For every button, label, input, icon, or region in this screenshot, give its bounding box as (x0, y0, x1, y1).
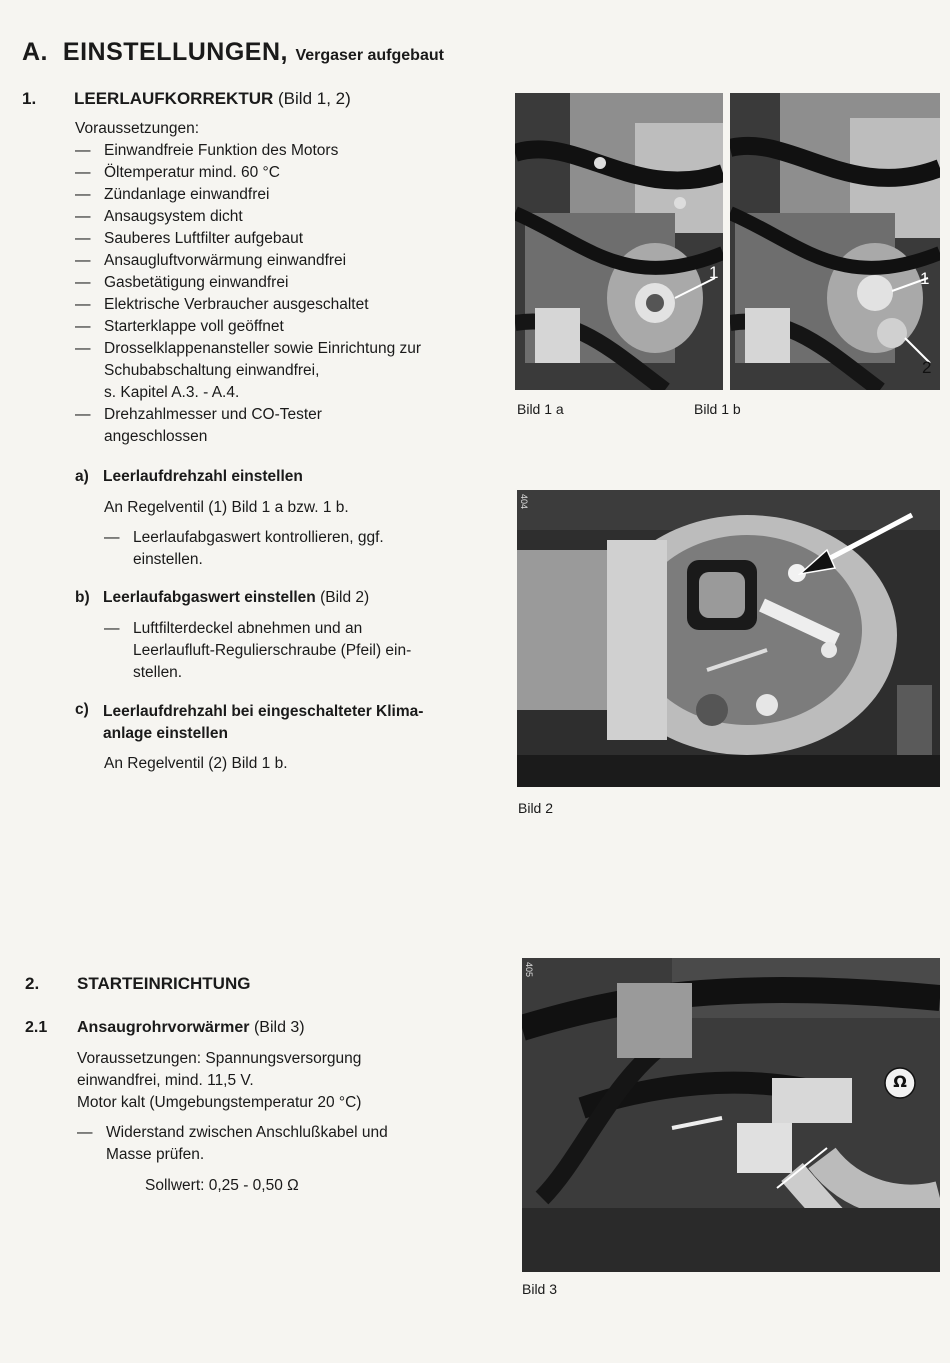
section-1-title: LEERLAUFKORREKTUR (74, 89, 274, 108)
heading-title: EINSTELLUNGEN, (62, 38, 288, 66)
list-item: — Gasbetätigung einwandfrei (75, 272, 421, 294)
list-item: — Sauberes Luftfilter aufgebaut (75, 228, 421, 250)
list-item-line: Schubabschaltung einwandfrei, (104, 362, 320, 379)
list-item-line: Leerlaufluft-Regulierschraube (Pfeil) ein- (133, 642, 412, 659)
list-item-line: Widerstand zwischen Anschlußkabel und (106, 1124, 388, 1141)
section-2-title: STARTEINRICHTUNG (77, 974, 251, 993)
section-1-ref: (Bild 1, 2) (278, 89, 351, 108)
subsection-c-title-line1: Leerlaufdrehzahl bei eingeschalteter Klima- (103, 703, 424, 720)
preconditions-label: Voraussetzungen: (75, 120, 200, 137)
figure-bild-2-photo (517, 490, 940, 787)
page-heading (22, 38, 444, 67)
section-2-1-number: 2.1 (25, 1019, 48, 1036)
list-item-line: einstellen. (133, 551, 203, 568)
figure-bild-3-caption: Bild 3 (522, 1281, 558, 1297)
list-item-line: angeschlossen (104, 428, 208, 445)
callout-1: 1 (709, 263, 719, 282)
list-item-line: Masse prüfen. (106, 1146, 205, 1163)
list-item: — Öltemperatur mind. 60 °C (75, 162, 421, 184)
subsection-a-heading (75, 468, 495, 490)
list-item: — Ansaugsystem dicht (75, 206, 421, 228)
list-item: — Starterklappe voll geöffnet (75, 316, 421, 338)
subsection-a-title: Leerlaufdrehzahl einstellen (103, 468, 303, 485)
text-line: Voraussetzungen: Spannungsversorgung (77, 1050, 362, 1067)
side-mark: 404 (519, 494, 529, 510)
list-item-line: Drehzahlmesser und CO-Tester (104, 406, 322, 423)
ohm-symbol: Ω (893, 1072, 907, 1091)
subsection-a-text: An Regelventil (1) Bild 1 a bzw. 1 b. (104, 499, 349, 516)
subsection-b-title: Leerlaufabgaswert einstellen (103, 589, 316, 606)
section-2-1-ref: (Bild 3) (253, 1019, 305, 1036)
figure-bild-2-caption: Bild 2 (518, 800, 554, 816)
figure-bild-1a-photo (515, 93, 723, 390)
subsection-a-list (104, 527, 384, 571)
list-item-line: Leerlaufabgaswert kontrollieren, ggf. (133, 529, 384, 546)
heading-letter: A. (22, 38, 48, 66)
subsection-a-label: a) (75, 468, 89, 485)
list-item (104, 527, 384, 571)
list-item-line: Drosselklappenansteller sowie Einrichtung zur (104, 340, 422, 357)
figure-bild-1b-photo (730, 93, 940, 390)
section-2-heading (25, 974, 505, 996)
subsection-c-label: c) (75, 701, 89, 718)
heading-subtitle: Vergaser aufgebaut (295, 47, 444, 64)
section-1-heading (22, 89, 502, 111)
list-item: — Ansaugluftvorwärmung einwandfrei (75, 250, 421, 272)
figure-bild-3-photo (522, 958, 940, 1272)
text-line: Motor kalt (Umgebungstemperatur 20 °C) (77, 1094, 362, 1111)
subsection-b-label: b) (75, 589, 90, 606)
list-item-line: Luftfilterdeckel abnehmen und an (133, 620, 363, 637)
subsection-b-list (104, 618, 411, 684)
list-item: — Einwandfreie Funktion des Motors (75, 140, 421, 162)
list-item-line: stellen. (133, 664, 183, 681)
section-2-1-text (77, 1048, 361, 1114)
side-mark: 405 (524, 962, 534, 978)
callout-2: 2 (922, 358, 932, 377)
preconditions-list (75, 140, 421, 448)
sollwert-value: Sollwert: 0,25 - 0,50 Ω (145, 1177, 299, 1194)
section-1-number: 1. (22, 89, 37, 108)
list-item (75, 404, 421, 448)
figure-bild-1a-caption: Bild 1 a (517, 401, 564, 417)
section-2-1-list (77, 1122, 388, 1166)
list-item: — Elektrische Verbraucher ausgeschaltet (75, 294, 421, 316)
section-2-1-title: Ansaugrohrvorwärmer (77, 1019, 250, 1036)
subsection-c-title-line2: anlage einstellen (103, 725, 228, 742)
subsection-c-heading (75, 701, 495, 745)
list-item: — Zündanlage einwandfrei (75, 184, 421, 206)
callout-1: 1 (920, 269, 930, 288)
subsection-b-heading (75, 589, 495, 611)
section-2-number: 2. (25, 974, 40, 993)
list-item-line: s. Kapitel A.3. - A.4. (104, 384, 240, 401)
section-2-1-heading (25, 1019, 505, 1041)
text-line: einwandfrei, mind. 11,5 V. (77, 1072, 254, 1089)
list-item (75, 338, 421, 404)
subsection-c-text: An Regelventil (2) Bild 1 b. (104, 755, 288, 772)
figure-bild-1b-caption: Bild 1 b (694, 401, 741, 417)
list-item (104, 618, 411, 684)
subsection-b-ref: (Bild 2) (320, 589, 370, 606)
list-item (77, 1122, 388, 1166)
